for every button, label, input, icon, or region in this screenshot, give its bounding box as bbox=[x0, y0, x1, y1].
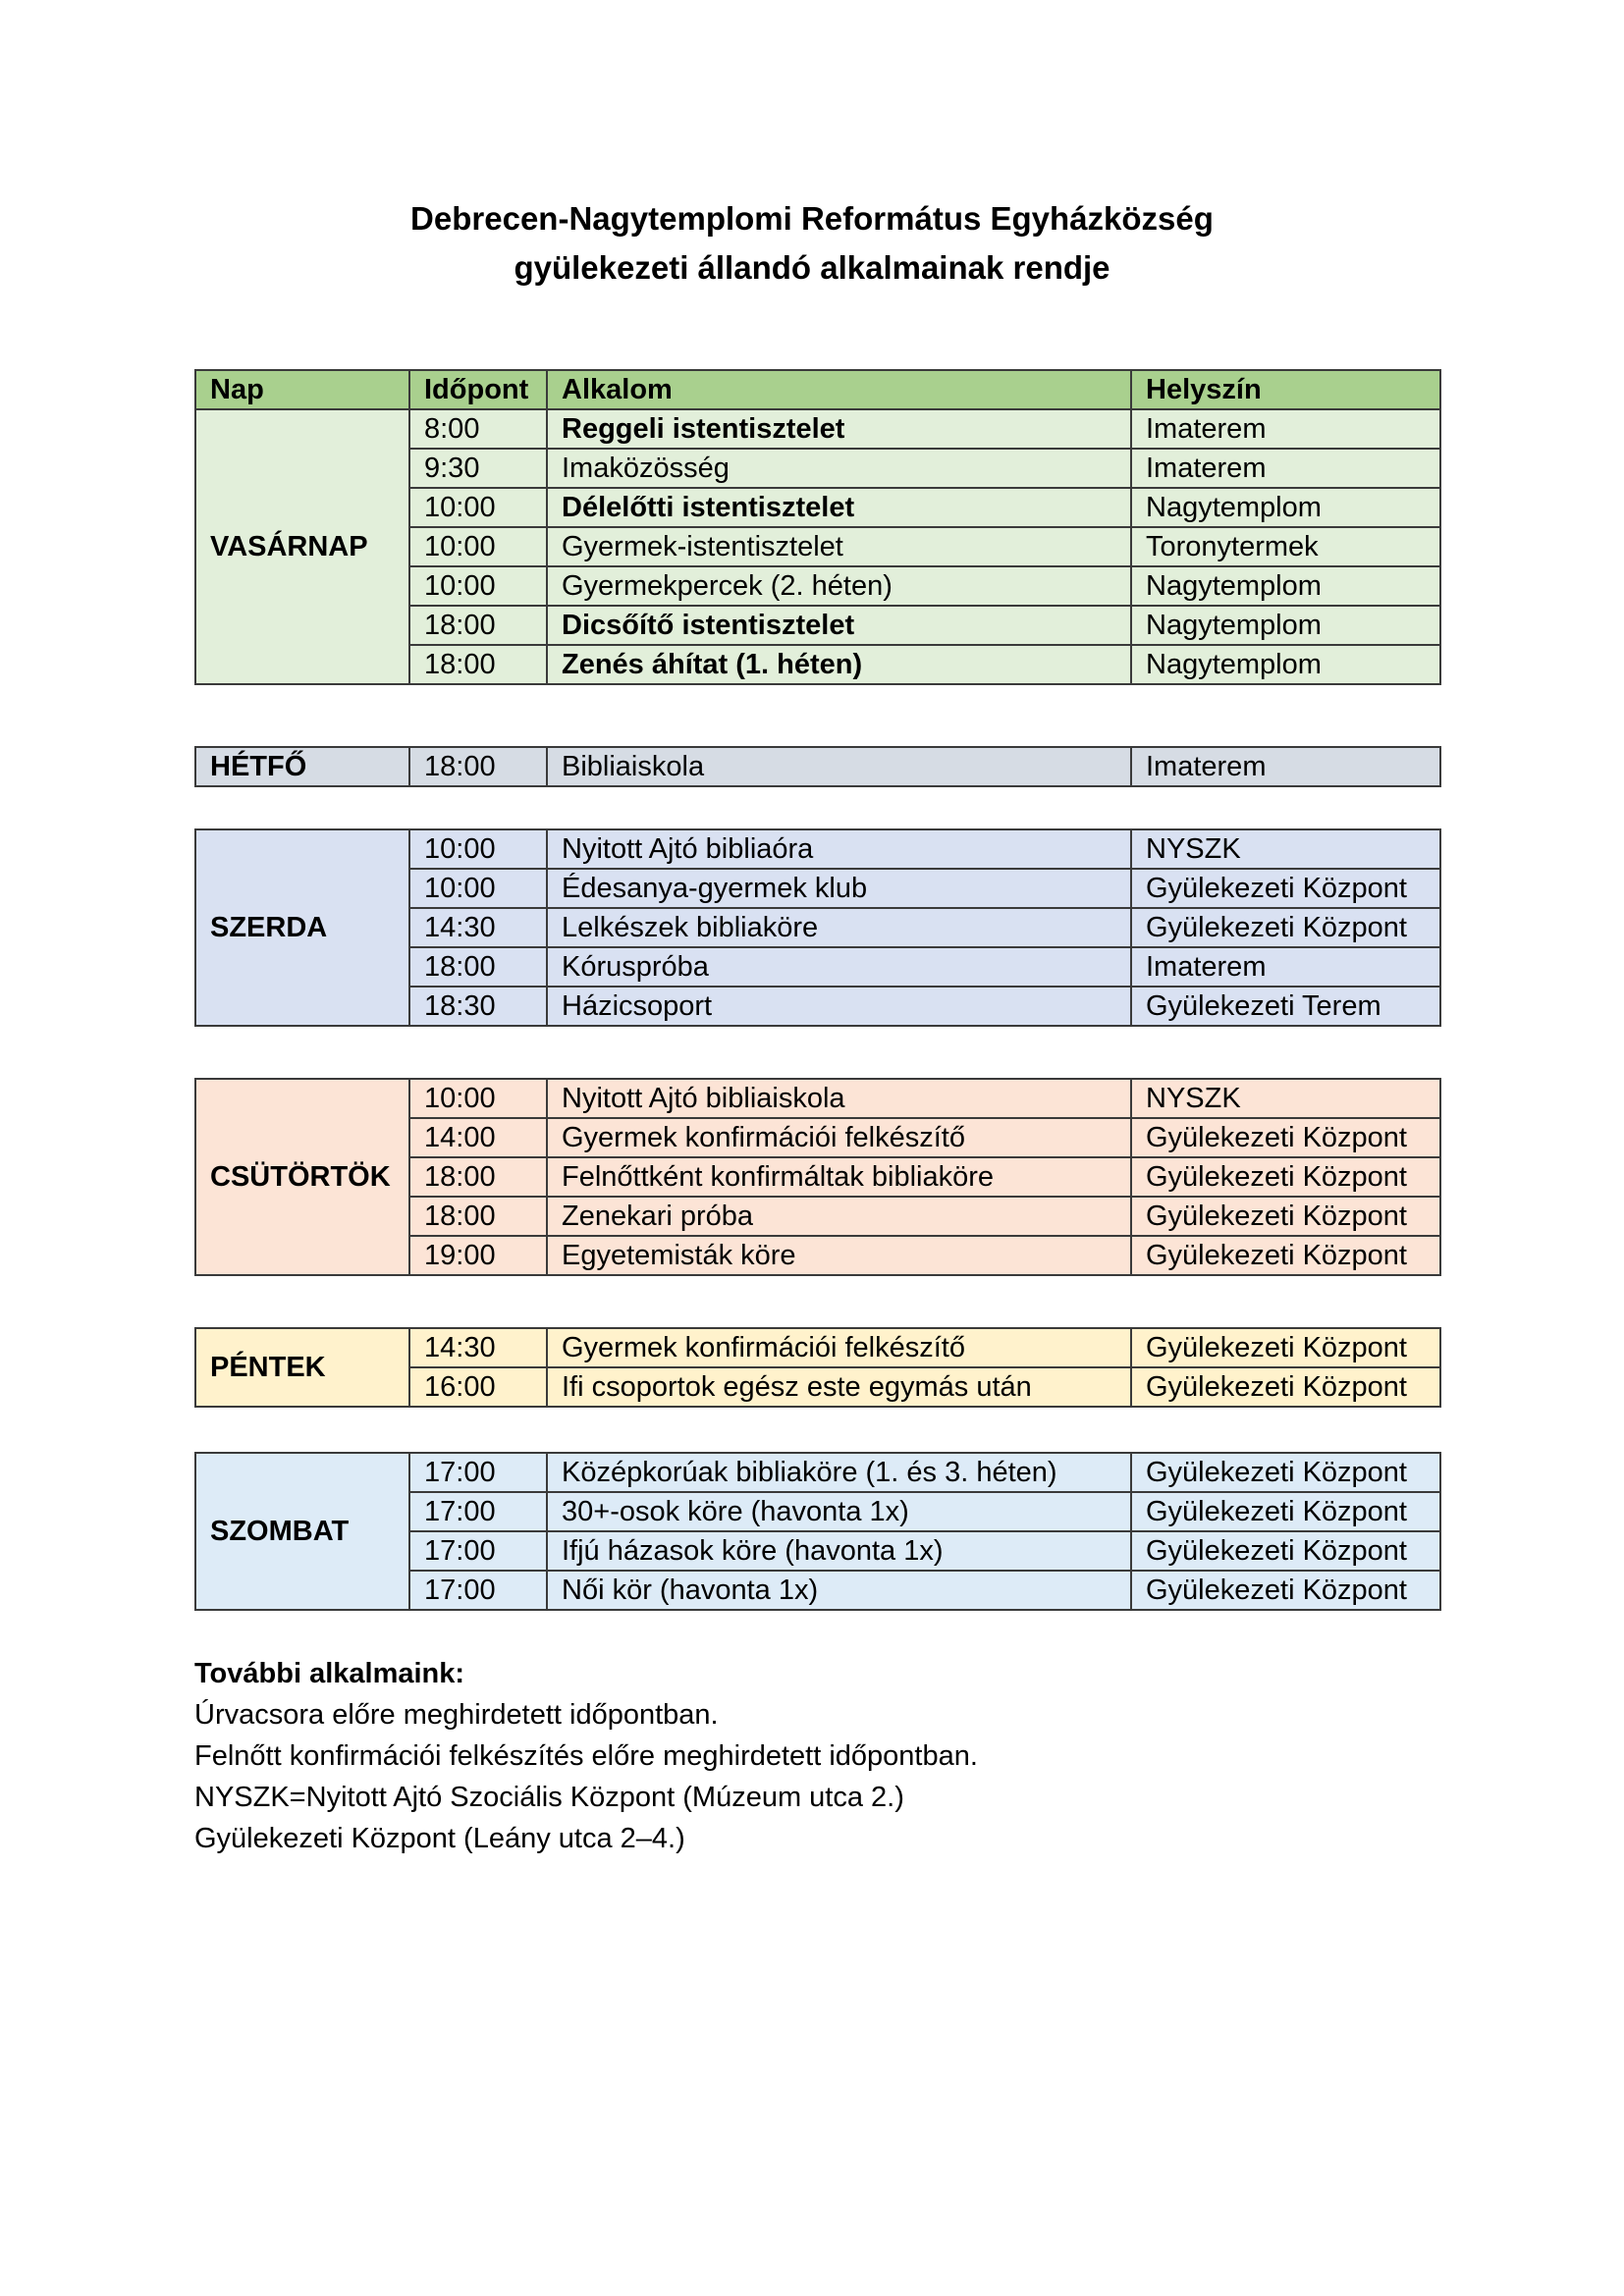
day-cell: VASÁRNAP bbox=[195, 409, 409, 684]
time-cell: 14:30 bbox=[409, 908, 547, 947]
time-cell: 18:30 bbox=[409, 987, 547, 1026]
event-cell: Délelőtti istentisztelet bbox=[547, 488, 1131, 527]
place-cell: Nagytemplom bbox=[1131, 606, 1440, 645]
note-line: Gyülekezeti Központ (Leány utca 2–4.) bbox=[194, 1823, 685, 1854]
time-cell: 17:00 bbox=[409, 1453, 547, 1492]
time-cell: 10:00 bbox=[409, 869, 547, 908]
event-cell: Középkorúak bibliaköre (1. és 3. héten) bbox=[547, 1453, 1131, 1492]
place-cell: Imaterem bbox=[1131, 947, 1440, 987]
table-row bbox=[195, 747, 1440, 786]
place-cell: Gyülekezeti Központ bbox=[1131, 1367, 1440, 1407]
day-cell: SZERDA bbox=[195, 829, 409, 1026]
place-cell: Nagytemplom bbox=[1131, 566, 1440, 606]
time-cell: 10:00 bbox=[409, 1079, 547, 1118]
place-cell: Toronytermek bbox=[1131, 527, 1440, 566]
place-cell: Nagytemplom bbox=[1131, 488, 1440, 527]
day-cell: CSÜTÖRTÖK bbox=[195, 1079, 409, 1275]
event-cell: Ifi csoportok egész este egymás után bbox=[547, 1367, 1131, 1407]
schedule-table-sunday bbox=[194, 369, 1441, 685]
schedule-table-saturday bbox=[194, 1452, 1441, 1611]
additional-events bbox=[194, 1653, 978, 1859]
event-cell: Nyitott Ajtó bibliaiskola bbox=[547, 1079, 1131, 1118]
event-cell: Zenés áhítat (1. héten) bbox=[547, 645, 1131, 684]
place-cell: Gyülekezeti Központ bbox=[1131, 1328, 1440, 1367]
place-cell: NYSZK bbox=[1131, 829, 1440, 869]
event-cell: Felnőttként konfirmáltak bibliaköre bbox=[547, 1157, 1131, 1197]
event-cell: 30+-osok köre (havonta 1x) bbox=[547, 1492, 1131, 1531]
note-line: NYSZK=Nyitott Ajtó Szociális Központ (Múzeum utca 2.) bbox=[194, 1782, 904, 1813]
place-cell: Gyülekezeti Központ bbox=[1131, 1531, 1440, 1571]
table-row bbox=[195, 829, 1440, 869]
header-day: Nap bbox=[195, 370, 409, 409]
time-cell: 10:00 bbox=[409, 488, 547, 527]
table-row bbox=[195, 1453, 1440, 1492]
time-cell: 8:00 bbox=[409, 409, 547, 449]
day-cell: HÉTFŐ bbox=[195, 747, 409, 786]
time-cell: 18:00 bbox=[409, 1157, 547, 1197]
title-line-1: Debrecen-Nagytemplomi Református Egyházközség bbox=[410, 200, 1214, 237]
note-line: Felnőtt konfirmációi felkészítés előre meghirdetett időpontban. bbox=[194, 1740, 978, 1772]
header-time: Időpont bbox=[409, 370, 547, 409]
place-cell: NYSZK bbox=[1131, 1079, 1440, 1118]
table-row bbox=[195, 409, 1440, 449]
table-header-row bbox=[195, 370, 1440, 409]
place-cell: Gyülekezeti Központ bbox=[1131, 1157, 1440, 1197]
event-cell: Házicsoport bbox=[547, 987, 1131, 1026]
event-cell: Ifjú házasok köre (havonta 1x) bbox=[547, 1531, 1131, 1571]
time-cell: 18:00 bbox=[409, 747, 547, 786]
place-cell: Gyülekezeti Központ bbox=[1131, 1236, 1440, 1275]
day-cell: SZOMBAT bbox=[195, 1453, 409, 1610]
event-cell: Lelkészek bibliaköre bbox=[547, 908, 1131, 947]
schedule-table-wednesday bbox=[194, 828, 1441, 1027]
event-cell: Női kör (havonta 1x) bbox=[547, 1571, 1131, 1610]
place-cell: Imaterem bbox=[1131, 747, 1440, 786]
schedule-table-thursday bbox=[194, 1078, 1441, 1276]
header-place: Helyszín bbox=[1131, 370, 1440, 409]
place-cell: Gyülekezeti Központ bbox=[1131, 908, 1440, 947]
time-cell: 16:00 bbox=[409, 1367, 547, 1407]
time-cell: 10:00 bbox=[409, 527, 547, 566]
event-cell: Gyermek konfirmációi felkészítő bbox=[547, 1118, 1131, 1157]
event-cell: Bibliaiskola bbox=[547, 747, 1131, 786]
table-row bbox=[195, 1079, 1440, 1118]
place-cell: Gyülekezeti Terem bbox=[1131, 987, 1440, 1026]
place-cell: Gyülekezeti Központ bbox=[1131, 1197, 1440, 1236]
additional-events-title: További alkalmaink: bbox=[194, 1658, 465, 1689]
time-cell: 14:30 bbox=[409, 1328, 547, 1367]
place-cell: Gyülekezeti Központ bbox=[1131, 869, 1440, 908]
note-line: Úrvacsora előre meghirdetett időpontban. bbox=[194, 1699, 719, 1731]
time-cell: 17:00 bbox=[409, 1571, 547, 1610]
place-cell: Gyülekezeti Központ bbox=[1131, 1571, 1440, 1610]
event-cell: Kóruspróba bbox=[547, 947, 1131, 987]
schedule-table-monday bbox=[194, 746, 1441, 787]
place-cell: Imaterem bbox=[1131, 449, 1440, 488]
time-cell: 14:00 bbox=[409, 1118, 547, 1157]
time-cell: 18:00 bbox=[409, 947, 547, 987]
event-cell: Édesanya-gyermek klub bbox=[547, 869, 1131, 908]
time-cell: 18:00 bbox=[409, 1197, 547, 1236]
event-cell: Nyitott Ajtó bibliaóra bbox=[547, 829, 1131, 869]
place-cell: Gyülekezeti Központ bbox=[1131, 1118, 1440, 1157]
time-cell: 17:00 bbox=[409, 1531, 547, 1571]
event-cell: Gyermekpercek (2. héten) bbox=[547, 566, 1131, 606]
time-cell: 17:00 bbox=[409, 1492, 547, 1531]
time-cell: 10:00 bbox=[409, 829, 547, 869]
event-cell: Gyermek-istentisztelet bbox=[547, 527, 1131, 566]
place-cell: Nagytemplom bbox=[1131, 645, 1440, 684]
table-row bbox=[195, 1328, 1440, 1367]
schedule-table-friday bbox=[194, 1327, 1441, 1408]
day-cell: PÉNTEK bbox=[195, 1328, 409, 1407]
place-cell: Gyülekezeti Központ bbox=[1131, 1453, 1440, 1492]
title-line-2: gyülekezeti állandó alkalmainak rendje bbox=[514, 249, 1110, 286]
time-cell: 9:30 bbox=[409, 449, 547, 488]
time-cell: 19:00 bbox=[409, 1236, 547, 1275]
event-cell: Egyetemisták köre bbox=[547, 1236, 1131, 1275]
event-cell: Zenekari próba bbox=[547, 1197, 1131, 1236]
event-cell: Dicsőítő istentisztelet bbox=[547, 606, 1131, 645]
time-cell: 10:00 bbox=[409, 566, 547, 606]
time-cell: 18:00 bbox=[409, 645, 547, 684]
place-cell: Gyülekezeti Központ bbox=[1131, 1492, 1440, 1531]
time-cell: 18:00 bbox=[409, 606, 547, 645]
header-event: Alkalom bbox=[547, 370, 1131, 409]
event-cell: Imaközösség bbox=[547, 449, 1131, 488]
event-cell: Reggeli istentisztelet bbox=[547, 409, 1131, 449]
place-cell: Imaterem bbox=[1131, 409, 1440, 449]
page-title bbox=[0, 194, 1624, 293]
event-cell: Gyermek konfirmációi felkészítő bbox=[547, 1328, 1131, 1367]
